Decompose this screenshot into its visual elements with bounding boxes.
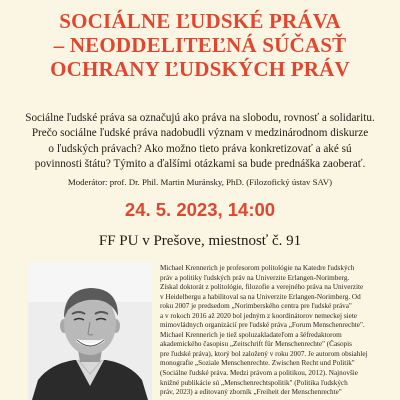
title-line: OCHRANY ĽUDSKÝCH PRÁV <box>50 57 350 81</box>
bio-line: monografie „Soziale Menschenrechte. Zwischen Recht und Politik" <box>160 359 355 368</box>
intro-line: povinnosti štátu? Týmito a ďalšími otázkami sa bude prednáška zaoberať. <box>34 158 366 171</box>
event-venue: FF PU v Prešove, miestnosť č. 91 <box>98 233 302 249</box>
title-line: SOCIÁLNE ĽUDSKÉ PRÁVA <box>59 9 341 33</box>
bio-line: Získal doktorát z politológie, filozofie a verejného práva na Univerzite <box>160 283 364 292</box>
title-line: – NEODDELITEĽNÁ SÚČASŤ <box>53 33 347 57</box>
speaker-photo <box>28 262 152 400</box>
intro-line: Prečo sociálne ľudské práva nadobudli význam v medzinárodnom diskurze <box>31 127 369 140</box>
bio-line: akademického časopisu „Zeitschrift für Menschenrechte" (Časopis <box>160 340 352 349</box>
intro-paragraph <box>12 111 388 173</box>
bio-line: a v rokoch 2016 až 2020 bol jedným z koordinátorov nemeckej siete <box>160 311 357 320</box>
poster-title <box>0 9 400 81</box>
intro-line: o ľudských právach? Ako možno tieto práva konkretizovať a aké sú <box>48 142 352 155</box>
bio-line: knižné publikácie sú „Menschenrechtspolitik" (Politika ľudských <box>160 378 348 387</box>
bio-line: práv, 2023) a editovaný zborník „Freiheit der Menschenrechte" <box>160 388 342 397</box>
bio-line: Michael Krennerich je profesorom politológie na Katedre ľudských <box>160 264 355 272</box>
intro-line: Sociálne ľudské práva sa označujú ako práva na slobodu, rovnosť a solidaritu. <box>25 112 375 124</box>
bio-line: pre ľudské práva), ktorý bol založený v roku 2007. Je autorom obsiahlej <box>160 349 368 358</box>
event-date-time: 24. 5. 2023, 14:00 <box>124 199 276 220</box>
moderator-line: Moderátor: prof. Dr. Phil. Martin Muránsky, PhD. (Filozofický ústav SAV) <box>67 177 333 187</box>
bio-line: v Heidelbergu a habilitoval sa na Univerzite Erlangen-Norimberg. Od <box>160 292 361 301</box>
bio-line: Michael Krennerich je tiež spoluzakladateľom a šéfredaktorom <box>160 330 342 339</box>
bio-line: mimovládnych organizácií pre ľudské práva „Forum Menschenrechte". <box>160 321 365 330</box>
bio-line: práv a politiky ľudských práv na Univerzite Erlangen-Norimberg. <box>160 273 350 282</box>
bio-line: roku 2007 je predsedom „Norimberského centra pre ľudské práva" <box>160 302 352 311</box>
speaker-portrait-illustration <box>28 262 152 400</box>
speaker-bio <box>160 264 392 398</box>
bio-line: (Sociálne ľudské práva. Medzi právom a politikou, 2012). Najnovšie <box>160 369 358 378</box>
